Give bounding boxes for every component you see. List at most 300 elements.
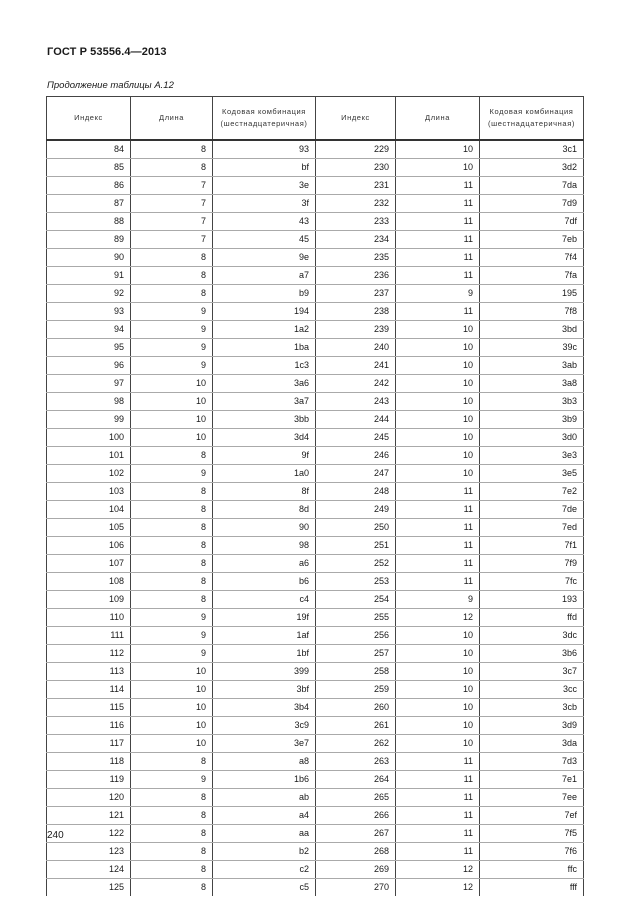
table-row [47, 537, 584, 555]
cell-code: 3e [213, 177, 316, 195]
cell-index-2: 266 [316, 807, 396, 825]
cell-code-2: 7f6 [480, 843, 584, 861]
table-body [47, 140, 584, 896]
cell-length-2: 11 [396, 501, 480, 519]
table-caption: Продолжение таблицы А.12 [47, 80, 174, 91]
cell-length-2: 10 [396, 447, 480, 465]
cell-index: 120 [47, 789, 131, 807]
cell-length: 8 [131, 249, 213, 267]
cell-code-2: 3c7 [480, 663, 584, 681]
cell-index: 109 [47, 591, 131, 609]
cell-index-2: 251 [316, 537, 396, 555]
cell-length: 8 [131, 573, 213, 591]
cell-length: 9 [131, 321, 213, 339]
cell-code: 9e [213, 249, 316, 267]
cell-length: 8 [131, 753, 213, 771]
cell-index-2: 238 [316, 303, 396, 321]
cell-index: 90 [47, 249, 131, 267]
cell-code: 3c9 [213, 717, 316, 735]
table-row [47, 375, 584, 393]
table-row [47, 555, 584, 573]
cell-code-2: 3ab [480, 357, 584, 375]
cell-code-2: 7ee [480, 789, 584, 807]
cell-length: 9 [131, 645, 213, 663]
cell-length-2: 11 [396, 177, 480, 195]
cell-index: 104 [47, 501, 131, 519]
cell-index-2: 247 [316, 465, 396, 483]
cell-index-2: 231 [316, 177, 396, 195]
cell-index-2: 236 [316, 267, 396, 285]
table-row [47, 789, 584, 807]
table-row [47, 753, 584, 771]
cell-index: 101 [47, 447, 131, 465]
cell-index-2: 234 [316, 231, 396, 249]
table-row [47, 447, 584, 465]
cell-index-2: 237 [316, 285, 396, 303]
cell-index: 105 [47, 519, 131, 537]
table-row [47, 609, 584, 627]
table-row [47, 213, 584, 231]
cell-code-2: 3cb [480, 699, 584, 717]
cell-length-2: 9 [396, 591, 480, 609]
header-code: Кодовая комбинация (шестнадцатеричная) [213, 97, 316, 141]
cell-code-2: 39c [480, 339, 584, 357]
cell-length-2: 10 [396, 735, 480, 753]
code-table [46, 96, 584, 896]
cell-index-2: 269 [316, 861, 396, 879]
cell-index: 102 [47, 465, 131, 483]
table-row [47, 735, 584, 753]
cell-code-2: 3d0 [480, 429, 584, 447]
cell-index: 125 [47, 879, 131, 897]
cell-length-2: 12 [396, 861, 480, 879]
cell-code-2: 3b6 [480, 645, 584, 663]
cell-code: ab [213, 789, 316, 807]
cell-length-2: 11 [396, 195, 480, 213]
cell-code: a8 [213, 753, 316, 771]
cell-length-2: 10 [396, 663, 480, 681]
cell-length-2: 10 [396, 645, 480, 663]
cell-index-2: 260 [316, 699, 396, 717]
cell-length: 8 [131, 843, 213, 861]
cell-length: 8 [131, 140, 213, 159]
cell-length-2: 10 [396, 375, 480, 393]
cell-index-2: 258 [316, 663, 396, 681]
cell-code-2: 7eb [480, 231, 584, 249]
cell-index: 114 [47, 681, 131, 699]
cell-code: 194 [213, 303, 316, 321]
cell-length: 10 [131, 717, 213, 735]
cell-code-2: 7f5 [480, 825, 584, 843]
cell-index: 86 [47, 177, 131, 195]
cell-code: 98 [213, 537, 316, 555]
cell-length: 10 [131, 699, 213, 717]
cell-index-2: 265 [316, 789, 396, 807]
table-row [47, 393, 584, 411]
table-row [47, 699, 584, 717]
cell-length: 8 [131, 591, 213, 609]
cell-index-2: 250 [316, 519, 396, 537]
cell-index: 119 [47, 771, 131, 789]
cell-length-2: 11 [396, 771, 480, 789]
table-row [47, 195, 584, 213]
cell-index-2: 230 [316, 159, 396, 177]
cell-length: 8 [131, 825, 213, 843]
cell-length-2: 10 [396, 159, 480, 177]
cell-code: 3a6 [213, 375, 316, 393]
cell-code-2: 195 [480, 285, 584, 303]
cell-code-2: 3e5 [480, 465, 584, 483]
cell-length-2: 11 [396, 807, 480, 825]
cell-length-2: 11 [396, 249, 480, 267]
cell-length-2: 10 [396, 393, 480, 411]
cell-code: 3f [213, 195, 316, 213]
cell-index-2: 241 [316, 357, 396, 375]
cell-code-2: 7f4 [480, 249, 584, 267]
cell-code-2: 7de [480, 501, 584, 519]
cell-index-2: 243 [316, 393, 396, 411]
table-row [47, 249, 584, 267]
cell-index: 121 [47, 807, 131, 825]
cell-code: 1a2 [213, 321, 316, 339]
table-row [47, 321, 584, 339]
cell-code-2: 7e2 [480, 483, 584, 501]
cell-length: 9 [131, 465, 213, 483]
cell-length: 10 [131, 375, 213, 393]
table-row [47, 267, 584, 285]
table-row [47, 573, 584, 591]
cell-length: 9 [131, 339, 213, 357]
cell-length: 7 [131, 231, 213, 249]
cell-code-2: 7d3 [480, 753, 584, 771]
cell-length-2: 11 [396, 231, 480, 249]
cell-length: 8 [131, 483, 213, 501]
cell-length-2: 10 [396, 357, 480, 375]
cell-length: 10 [131, 681, 213, 699]
cell-code: 1b6 [213, 771, 316, 789]
cell-code: 90 [213, 519, 316, 537]
cell-code: b9 [213, 285, 316, 303]
cell-code: c4 [213, 591, 316, 609]
cell-index: 124 [47, 861, 131, 879]
cell-length: 8 [131, 861, 213, 879]
cell-length-2: 10 [396, 411, 480, 429]
cell-length-2: 11 [396, 753, 480, 771]
cell-index: 94 [47, 321, 131, 339]
cell-length: 8 [131, 501, 213, 519]
cell-code: 3d4 [213, 429, 316, 447]
cell-index: 122 [47, 825, 131, 843]
cell-code-2: 7f8 [480, 303, 584, 321]
cell-index-2: 256 [316, 627, 396, 645]
cell-code-2: 7fa [480, 267, 584, 285]
cell-index: 87 [47, 195, 131, 213]
cell-index-2: 233 [316, 213, 396, 231]
cell-code: 3b4 [213, 699, 316, 717]
cell-code-2: 3e3 [480, 447, 584, 465]
table-row [47, 807, 584, 825]
document-title: ГОСТ Р 53556.4—2013 [47, 46, 167, 58]
cell-length-2: 11 [396, 537, 480, 555]
cell-index: 95 [47, 339, 131, 357]
cell-index: 117 [47, 735, 131, 753]
cell-index-2: 261 [316, 717, 396, 735]
cell-length-2: 10 [396, 465, 480, 483]
cell-index: 106 [47, 537, 131, 555]
table-row [47, 285, 584, 303]
cell-length-2: 12 [396, 609, 480, 627]
table-row [47, 231, 584, 249]
cell-code: 399 [213, 663, 316, 681]
cell-index-2: 232 [316, 195, 396, 213]
cell-index-2: 229 [316, 140, 396, 159]
header-index: Индекс [47, 97, 131, 141]
table-row [47, 771, 584, 789]
table-row [47, 483, 584, 501]
cell-index: 96 [47, 357, 131, 375]
cell-length: 8 [131, 267, 213, 285]
table-row [47, 177, 584, 195]
cell-code: 3bb [213, 411, 316, 429]
cell-length-2: 10 [396, 681, 480, 699]
cell-index-2: 239 [316, 321, 396, 339]
table-row [47, 627, 584, 645]
cell-code-2: 3da [480, 735, 584, 753]
header-code-2: Кодовая комбинация (шестнадцатеричная) [480, 97, 584, 141]
cell-code-2: 3cc [480, 681, 584, 699]
cell-code-2: 7e1 [480, 771, 584, 789]
cell-code-2: 3bd [480, 321, 584, 339]
cell-code-2: ffd [480, 609, 584, 627]
cell-length-2: 10 [396, 429, 480, 447]
cell-code: 1af [213, 627, 316, 645]
cell-code: 8d [213, 501, 316, 519]
cell-code-2: 7fc [480, 573, 584, 591]
cell-index-2: 257 [316, 645, 396, 663]
cell-length-2: 10 [396, 717, 480, 735]
table-row [47, 879, 584, 897]
cell-code: 3a7 [213, 393, 316, 411]
cell-index: 89 [47, 231, 131, 249]
cell-code: 3e7 [213, 735, 316, 753]
cell-code: 93 [213, 140, 316, 159]
cell-index-2: 262 [316, 735, 396, 753]
cell-length: 8 [131, 807, 213, 825]
cell-code: 3bf [213, 681, 316, 699]
cell-length-2: 11 [396, 483, 480, 501]
cell-index: 116 [47, 717, 131, 735]
cell-length: 8 [131, 447, 213, 465]
cell-index-2: 246 [316, 447, 396, 465]
cell-index-2: 268 [316, 843, 396, 861]
cell-code-2: 7df [480, 213, 584, 231]
table-row [47, 339, 584, 357]
cell-index-2: 254 [316, 591, 396, 609]
table-row [47, 159, 584, 177]
table-row [47, 825, 584, 843]
cell-code: c5 [213, 879, 316, 897]
cell-length-2: 12 [396, 879, 480, 897]
cell-code: 19f [213, 609, 316, 627]
cell-code-2: 3dc [480, 627, 584, 645]
cell-code: bf [213, 159, 316, 177]
cell-length-2: 10 [396, 140, 480, 159]
cell-code: 1c3 [213, 357, 316, 375]
cell-index: 107 [47, 555, 131, 573]
cell-index-2: 270 [316, 879, 396, 897]
cell-code: a6 [213, 555, 316, 573]
cell-code-2: 7f9 [480, 555, 584, 573]
cell-index: 103 [47, 483, 131, 501]
cell-code-2: 7d9 [480, 195, 584, 213]
table-row [47, 843, 584, 861]
cell-code: b2 [213, 843, 316, 861]
cell-code-2: 3d2 [480, 159, 584, 177]
cell-length-2: 11 [396, 267, 480, 285]
cell-code: 9f [213, 447, 316, 465]
cell-length: 10 [131, 411, 213, 429]
table-row [47, 411, 584, 429]
table-row [47, 591, 584, 609]
cell-index: 115 [47, 699, 131, 717]
cell-code: b6 [213, 573, 316, 591]
cell-length: 9 [131, 303, 213, 321]
cell-index-2: 267 [316, 825, 396, 843]
cell-index-2: 242 [316, 375, 396, 393]
cell-length-2: 11 [396, 573, 480, 591]
cell-index-2: 264 [316, 771, 396, 789]
cell-length: 8 [131, 555, 213, 573]
cell-code: 1ba [213, 339, 316, 357]
cell-index-2: 253 [316, 573, 396, 591]
header-length-2: Длина [396, 97, 480, 141]
cell-code-2: 3b3 [480, 393, 584, 411]
cell-code-2: 3c1 [480, 140, 584, 159]
cell-length-2: 10 [396, 627, 480, 645]
cell-index: 84 [47, 140, 131, 159]
table-row [47, 717, 584, 735]
cell-code-2: 193 [480, 591, 584, 609]
cell-code-2: 7ef [480, 807, 584, 825]
cell-index: 113 [47, 663, 131, 681]
cell-index-2: 235 [316, 249, 396, 267]
cell-length-2: 11 [396, 789, 480, 807]
cell-length: 7 [131, 195, 213, 213]
cell-code-2: 7f1 [480, 537, 584, 555]
cell-length: 10 [131, 393, 213, 411]
cell-index-2: 249 [316, 501, 396, 519]
cell-index-2: 245 [316, 429, 396, 447]
cell-code-2: 7ed [480, 519, 584, 537]
cell-length: 8 [131, 537, 213, 555]
cell-code: c2 [213, 861, 316, 879]
cell-index: 118 [47, 753, 131, 771]
cell-index-2: 263 [316, 753, 396, 771]
cell-code: 1a0 [213, 465, 316, 483]
table-row [47, 357, 584, 375]
cell-length-2: 11 [396, 519, 480, 537]
cell-index: 97 [47, 375, 131, 393]
table-row [47, 140, 584, 159]
cell-length: 8 [131, 519, 213, 537]
header-length: Длина [131, 97, 213, 141]
cell-index-2: 248 [316, 483, 396, 501]
cell-index: 110 [47, 609, 131, 627]
cell-length: 7 [131, 177, 213, 195]
table-row [47, 519, 584, 537]
cell-code-2: 7da [480, 177, 584, 195]
table-row [47, 303, 584, 321]
page-number: 240 [47, 830, 64, 841]
cell-length: 10 [131, 429, 213, 447]
table-row [47, 501, 584, 519]
table-row [47, 645, 584, 663]
cell-length: 9 [131, 771, 213, 789]
cell-length: 8 [131, 789, 213, 807]
cell-code: a7 [213, 267, 316, 285]
cell-index: 123 [47, 843, 131, 861]
cell-length-2: 9 [396, 285, 480, 303]
cell-index: 100 [47, 429, 131, 447]
cell-index-2: 252 [316, 555, 396, 573]
cell-length: 9 [131, 627, 213, 645]
table-header-row [47, 97, 584, 141]
cell-index: 92 [47, 285, 131, 303]
cell-index: 91 [47, 267, 131, 285]
table-row [47, 465, 584, 483]
cell-length-2: 10 [396, 321, 480, 339]
cell-index: 85 [47, 159, 131, 177]
cell-length: 8 [131, 285, 213, 303]
cell-index: 98 [47, 393, 131, 411]
cell-code-2: ffc [480, 861, 584, 879]
cell-code: 1bf [213, 645, 316, 663]
cell-length-2: 10 [396, 699, 480, 717]
cell-length-2: 11 [396, 555, 480, 573]
cell-length: 8 [131, 159, 213, 177]
cell-code-2: 3d9 [480, 717, 584, 735]
cell-index-2: 244 [316, 411, 396, 429]
cell-code: 43 [213, 213, 316, 231]
cell-length-2: 11 [396, 843, 480, 861]
cell-length: 9 [131, 357, 213, 375]
cell-code: 45 [213, 231, 316, 249]
cell-code: 8f [213, 483, 316, 501]
cell-index: 108 [47, 573, 131, 591]
cell-length-2: 11 [396, 213, 480, 231]
cell-length-2: 11 [396, 825, 480, 843]
cell-code-2: 3b9 [480, 411, 584, 429]
cell-index-2: 255 [316, 609, 396, 627]
cell-index: 112 [47, 645, 131, 663]
cell-index: 99 [47, 411, 131, 429]
cell-index-2: 240 [316, 339, 396, 357]
cell-index: 88 [47, 213, 131, 231]
cell-length: 9 [131, 609, 213, 627]
table-row [47, 429, 584, 447]
cell-index-2: 259 [316, 681, 396, 699]
cell-index: 111 [47, 627, 131, 645]
table-row [47, 681, 584, 699]
cell-code-2: 3a8 [480, 375, 584, 393]
cell-length-2: 11 [396, 303, 480, 321]
cell-length-2: 10 [396, 339, 480, 357]
table-row [47, 663, 584, 681]
header-index-2: Индекс [316, 97, 396, 141]
cell-code: aa [213, 825, 316, 843]
cell-length: 8 [131, 879, 213, 897]
cell-length: 10 [131, 735, 213, 753]
